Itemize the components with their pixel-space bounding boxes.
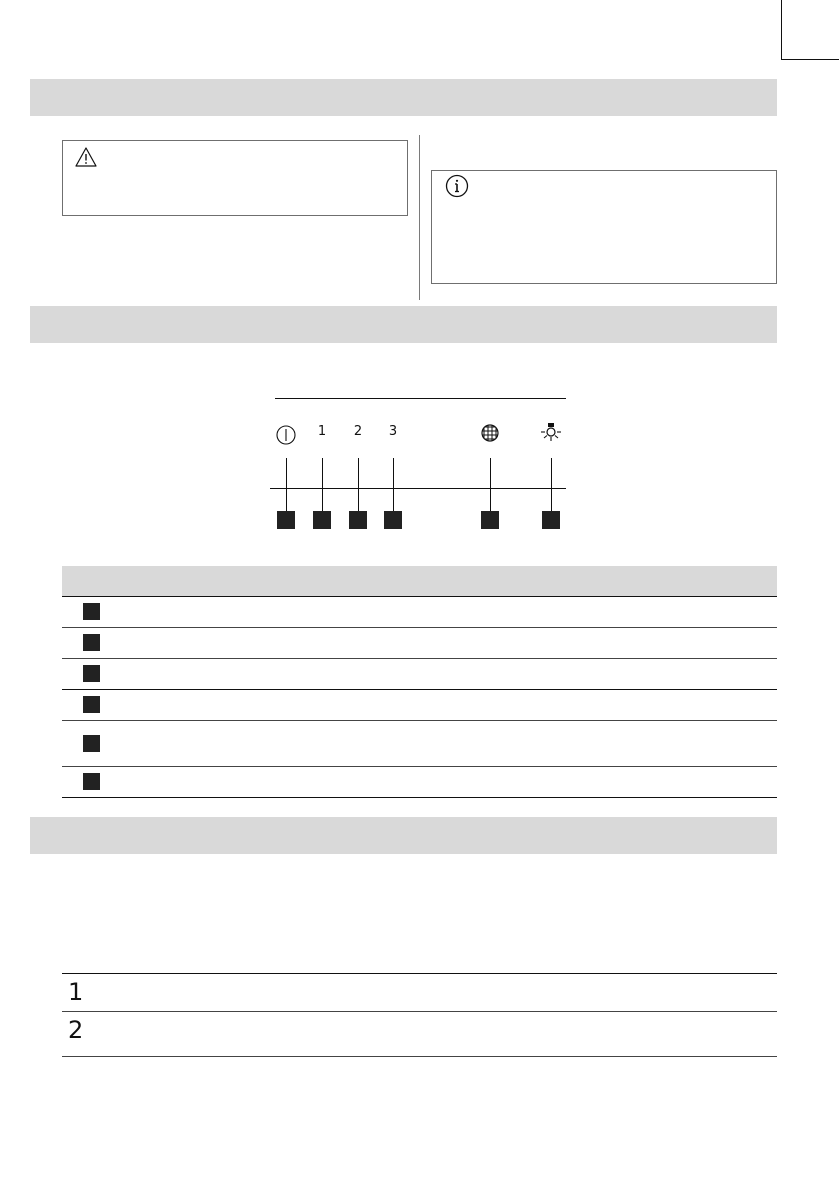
speed-label-3: 3: [388, 424, 398, 439]
callout-marker-1: [277, 511, 295, 529]
light-icon: [538, 421, 564, 443]
crop-mark-top-right-vertical: [781, 0, 782, 60]
warning-icon: [74, 146, 98, 168]
step-number: 1: [68, 978, 84, 1006]
table-row: [62, 767, 777, 798]
info-icon: [444, 173, 470, 199]
row-marker: [83, 634, 100, 651]
crop-mark-top-right-horizontal: [781, 59, 839, 60]
callout-marker-2: [313, 511, 331, 529]
pointer-line-6: [551, 458, 552, 511]
legend-table: [62, 566, 777, 798]
step-row: [62, 974, 777, 1012]
column-divider: [419, 135, 420, 300]
speed-label-2: 2: [353, 424, 363, 439]
table-row: [62, 721, 777, 767]
row-marker: [83, 665, 100, 682]
pointer-line-2: [322, 458, 323, 511]
callout-marker-6: [542, 511, 560, 529]
section-header-band-3: [30, 817, 777, 854]
callout-marker-3: [349, 511, 367, 529]
section-header-band-2: [30, 306, 777, 343]
pointer-line-5: [490, 458, 491, 511]
table-row: [62, 659, 777, 690]
row-marker: [83, 735, 100, 752]
table-header: [62, 566, 777, 597]
step-row: [62, 1012, 777, 1057]
pointer-line-1: [286, 458, 287, 511]
row-marker: [83, 603, 100, 620]
power-icon: [275, 424, 297, 446]
table-row: [62, 628, 777, 659]
table-row: [62, 597, 777, 628]
filter-icon: [479, 422, 501, 444]
panel-front-edge: [270, 488, 566, 489]
row-marker: [83, 696, 100, 713]
pointer-line-3: [358, 458, 359, 511]
control-panel-diagram: [270, 395, 570, 535]
warning-box: [62, 140, 408, 216]
steps-table: [62, 973, 777, 1057]
table-row: [62, 690, 777, 721]
step-number: 2: [68, 1016, 84, 1044]
info-box: [431, 170, 777, 284]
row-marker: [83, 773, 100, 790]
speed-label-1: 1: [317, 424, 327, 439]
section-header-band-1: [30, 79, 777, 116]
callout-marker-5: [481, 511, 499, 529]
pointer-line-4: [393, 458, 394, 511]
panel-top-edge: [275, 398, 566, 399]
callout-marker-4: [384, 511, 402, 529]
